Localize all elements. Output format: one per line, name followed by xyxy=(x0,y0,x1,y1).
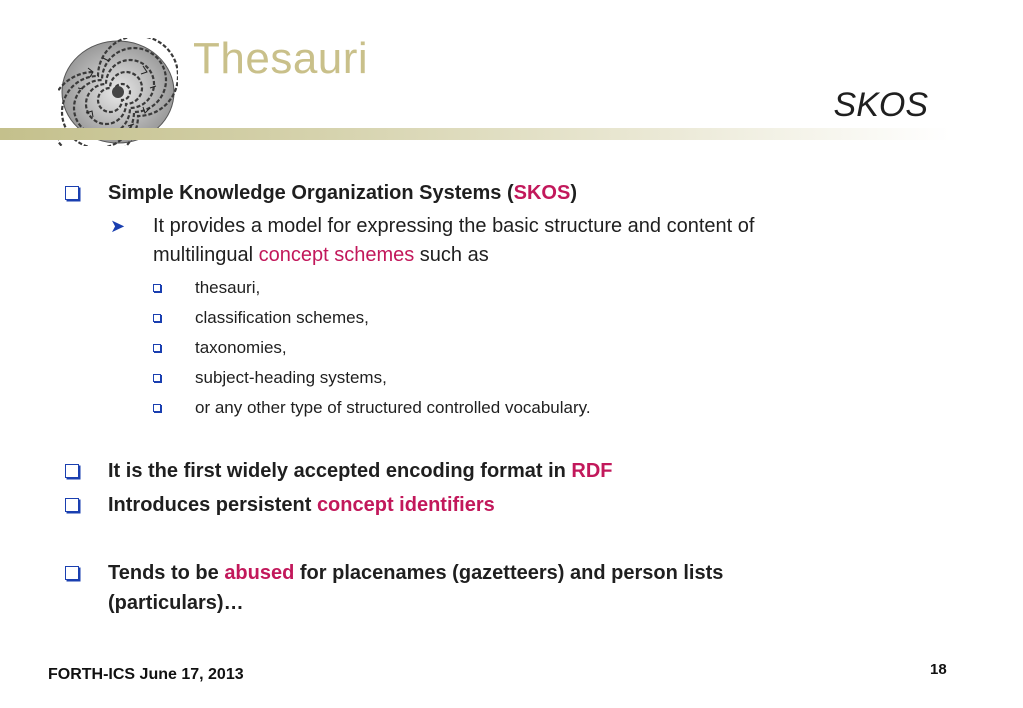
small-square-bullet-icon xyxy=(153,314,161,322)
arrow-bullet-icon: ➤ xyxy=(110,216,126,236)
square-bullet-icon xyxy=(65,186,79,200)
sub-bullet-line1: It provides a model for expressing the basic structure and content of xyxy=(153,215,755,237)
bullet-text: It is the first widely accepted encoding format in xyxy=(108,460,572,482)
highlight-rdf: RDF xyxy=(571,460,613,482)
sub-bullet-line2-end: such as xyxy=(414,244,489,266)
header-divider-bar xyxy=(0,128,950,140)
highlight-skos: SKOS xyxy=(513,182,571,204)
highlight-concept-identifiers: concept identifiers xyxy=(316,494,495,516)
list-item-text: or any other type of structured controlled vocabulary. xyxy=(195,398,591,417)
slide-title: Thesauri xyxy=(193,34,369,83)
bullet-text: Simple Knowledge Organization Systems ( xyxy=(108,182,514,204)
list-item-text: subject-heading systems, xyxy=(195,368,387,387)
bullet-text-line2: (particulars)… xyxy=(108,592,244,614)
square-bullet-icon xyxy=(65,464,79,478)
small-square-bullet-icon xyxy=(153,344,161,352)
highlight-abused: abused xyxy=(224,562,295,584)
list-item-text: classification schemes, xyxy=(195,308,369,327)
bullet-text: Tends to be xyxy=(108,562,225,584)
sub-bullet-line2-text: multilingual xyxy=(153,244,259,266)
page-number: 18 xyxy=(930,661,947,678)
slide-subtitle: SKOS xyxy=(833,86,928,124)
square-bullet-icon xyxy=(65,498,79,512)
footer-text: FORTH-ICS June 17, 2013 xyxy=(48,666,244,683)
bullet-text-end: ) xyxy=(570,182,577,204)
list-item-text: taxonomies, xyxy=(195,338,287,357)
highlight-concept-schemes: concept schemes xyxy=(258,244,415,266)
small-square-bullet-icon xyxy=(153,404,161,412)
bullet-text-end: for placenames (gazetteers) and person lists xyxy=(294,562,724,584)
list-item-text: thesauri, xyxy=(195,278,261,297)
bullet-text: Introduces persistent xyxy=(108,494,317,516)
square-bullet-icon xyxy=(65,566,79,580)
small-square-bullet-icon xyxy=(153,284,161,292)
small-square-bullet-icon xyxy=(153,374,161,382)
